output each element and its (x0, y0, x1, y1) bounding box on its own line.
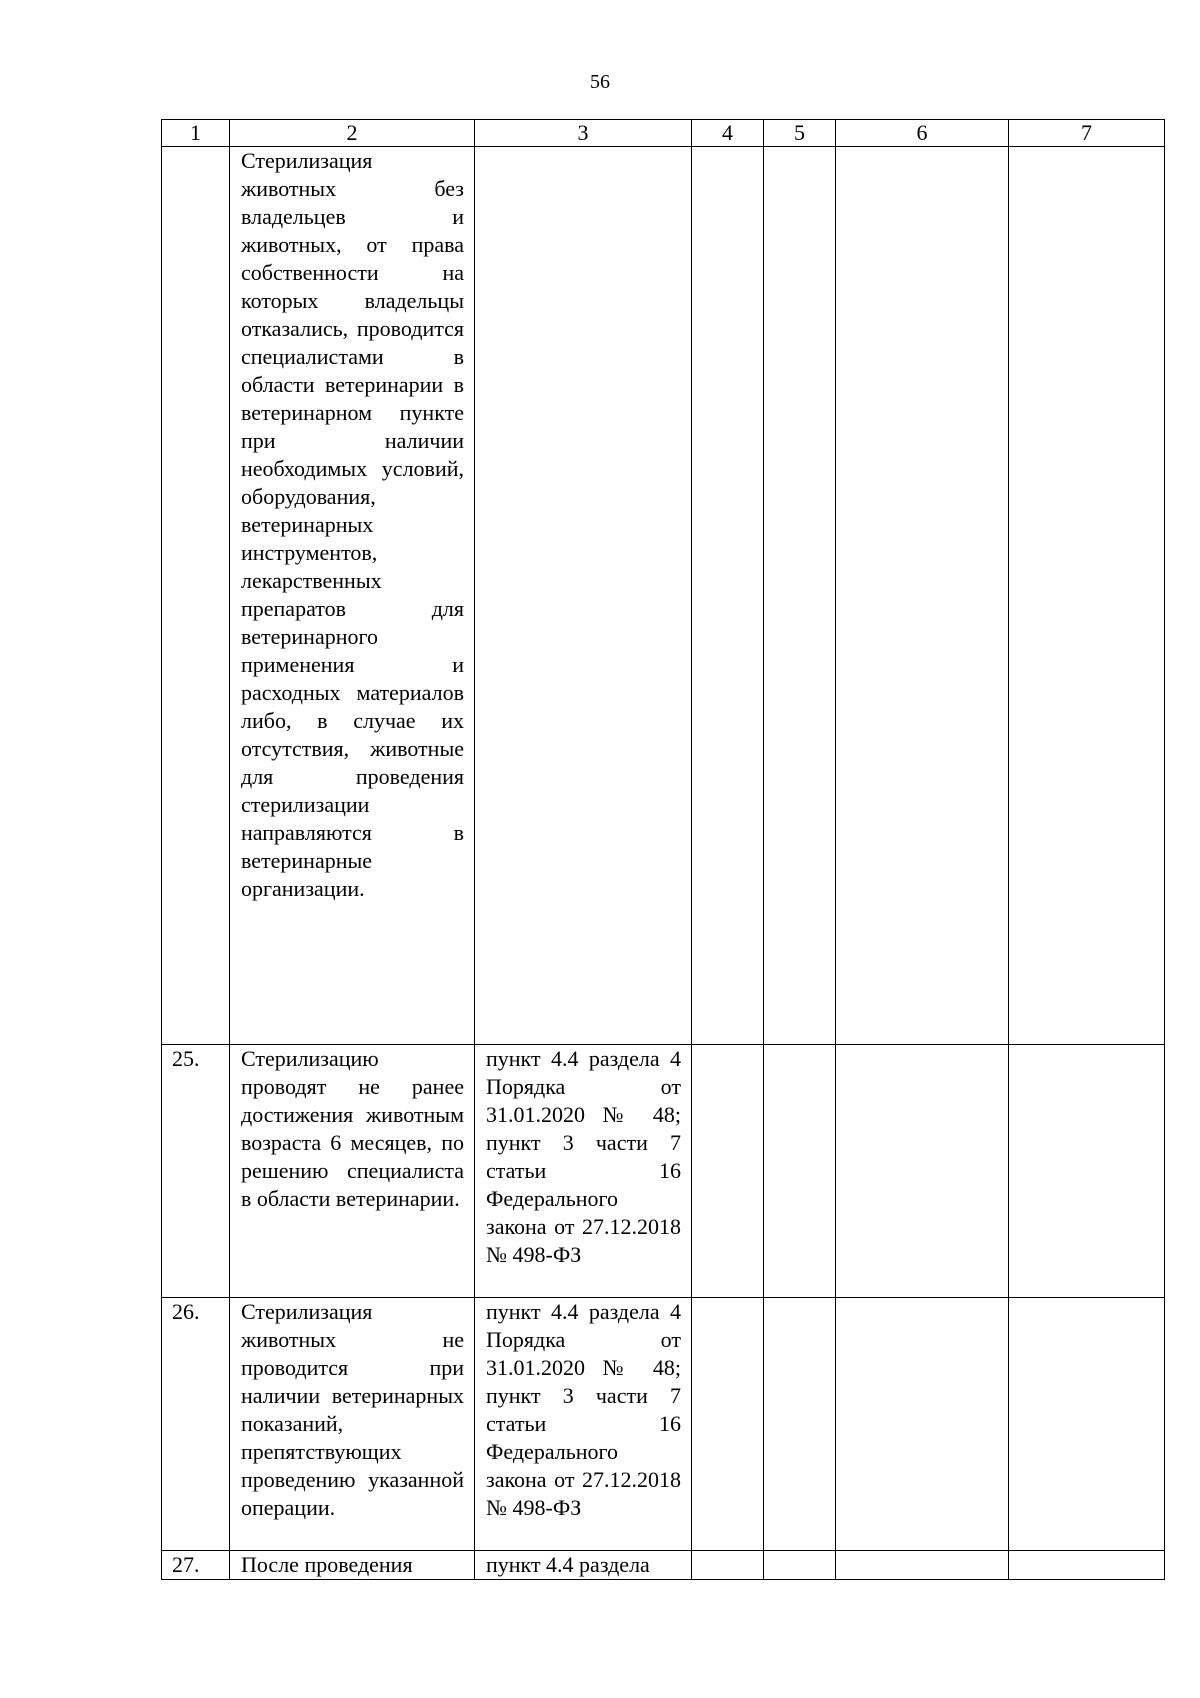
column-6-cell (836, 1298, 1009, 1551)
column-4-cell (692, 1045, 764, 1298)
requirements-table (161, 119, 1165, 1580)
requirement-cell (230, 1045, 475, 1298)
row-number-cell: 26. (162, 1298, 230, 1551)
column-6-cell (836, 1045, 1009, 1298)
reference-cell (475, 1551, 692, 1580)
column-header-4: 4 (692, 120, 764, 147)
requirement-text: Стерилизация животных без владельцев и животных, от права собственности на которых владельцы отказались, проводится специалистами в области ветеринарии в ветеринарном пункте при наличии необходимых условий, оборудования, ветеринарных инструментов, лекарственных препаратов для ветеринарного применения и расходных материалов либо, в случае их отсутствия, животные для проведения стерилизации направляются в ветеринарные организации. (241, 148, 464, 901)
column-6-cell (836, 147, 1009, 1045)
requirement-text: Стерилизация животных не проводится при наличии ветеринарных показаний, препятствующих проведению указанной операции. (241, 1299, 464, 1520)
table-row (162, 1298, 1165, 1551)
column-header-6: 6 (836, 120, 1009, 147)
reference-cell (475, 1045, 692, 1298)
requirement-text: После проведения (241, 1552, 413, 1577)
reference-text: пункт 4.4 раздела 4 Порядка от 31.01.2020 № 48; пункт 3 части 7 статьи 16 Федерального закона от 27.12.2018 № 498-ФЗ (486, 1046, 681, 1267)
column-header-5: 5 (764, 120, 836, 147)
column-4-cell (692, 1298, 764, 1551)
column-header-2: 2 (230, 120, 475, 147)
row-number-cell: 25. (162, 1045, 230, 1298)
column-7-cell (1009, 1045, 1165, 1298)
column-7-cell (1009, 1298, 1165, 1551)
row-number-cell: 27. (162, 1551, 230, 1580)
column-7-cell (1009, 1551, 1165, 1580)
column-5-cell (764, 147, 836, 1045)
reference-cell (475, 147, 692, 1045)
reference-text: пункт 4.4 раздела 4 Порядка от 31.01.2020 № 48; пункт 3 части 7 статьи 16 Федерального закона от 27.12.2018 № 498-ФЗ (486, 1299, 681, 1520)
requirement-cell (230, 147, 475, 1045)
requirement-cell (230, 1298, 475, 1551)
column-7-cell (1009, 147, 1165, 1045)
column-5-cell (764, 1298, 836, 1551)
row-number-cell (162, 147, 230, 1045)
reference-cell (475, 1298, 692, 1551)
table-row (162, 1045, 1165, 1298)
column-4-cell (692, 147, 764, 1045)
table-row (162, 147, 1165, 1045)
column-6-cell (836, 1551, 1009, 1580)
column-header-7: 7 (1009, 120, 1165, 147)
column-4-cell (692, 1551, 764, 1580)
column-5-cell (764, 1045, 836, 1298)
table-row (162, 1551, 1165, 1580)
reference-text: пункт 4.4 раздела (486, 1552, 650, 1577)
table-header-row (162, 120, 1165, 147)
column-header-3: 3 (475, 120, 692, 147)
requirement-text: Стерилизацию проводят не ранее достижения животным возраста 6 месяцев, по решению специалиста в области ветеринарии. (241, 1046, 464, 1211)
column-header-1: 1 (162, 120, 230, 147)
page-number: 56 (590, 71, 610, 93)
requirement-cell (230, 1551, 475, 1580)
column-5-cell (764, 1551, 836, 1580)
